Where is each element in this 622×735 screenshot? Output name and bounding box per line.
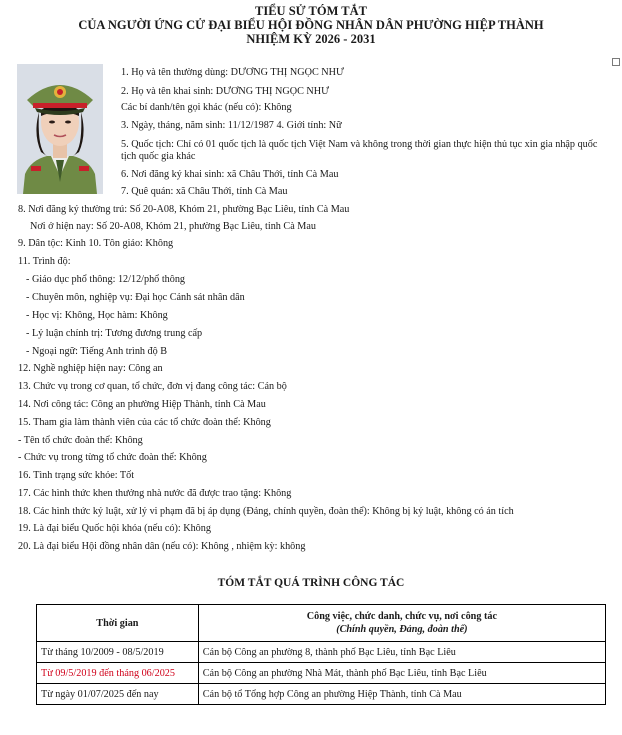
bio-organizations: 15. Tham gia làm thành viên của các tổ chức đoàn thể: Không <box>18 417 271 428</box>
portrait-photo <box>17 64 103 194</box>
column-header-job <box>198 605 605 642</box>
bio-organization-role: - Chức vụ trong từng tổ chức đoàn thể: Không <box>18 452 207 463</box>
bio-nationality: 5. Quốc tịch: Chỉ có 01 quốc tịch là quốc tịch Việt Nam và không trong thời gian thực hiện thủ tục xin gia nhập quốc tịch quốc gia khác <box>121 139 598 162</box>
bio-degree: - Học vị: Không, Học hàm: Không <box>26 310 168 321</box>
table-row <box>37 642 606 663</box>
bio-hometown: 7. Quê quán: xã Châu Thới, tỉnh Cà Mau <box>121 186 288 197</box>
bio-professional-training: - Chuyên môn, nghiệp vụ: Đại học Cảnh sát nhân dân <box>26 292 245 303</box>
row-time: Từ tháng 10/2009 - 08/5/2019 <box>37 642 199 663</box>
bio-awards: 17. Các hình thức khen thưởng nhà nước đã được trao tặng: Không <box>18 488 292 499</box>
column-header-job-label: Công việc, chức danh, chức vụ, nơi công tác <box>306 611 497 622</box>
table-row <box>37 684 606 705</box>
bio-discipline: 18. Các hình thức kỷ luật, xử lý vi phạm đã bị áp dụng (Đảng, chính quyền, đoàn thể): Không bị kỷ luật, không có án tích <box>18 506 514 517</box>
work-history-title: TÓM TẮT QUÁ TRÌNH CÔNG TÁC <box>217 577 405 589</box>
bio-peoples-council: 20. Là đại biểu Hội đồng nhân dân (nếu có): Không , nhiệm kỳ: không <box>18 541 306 552</box>
row-job: Cán bộ tổ Tổng hợp Công an phường Hiệp Thành, tỉnh Cà Mau <box>198 684 605 705</box>
bio-permanent-residence: 8. Nơi đăng ký thường trú: Số 20-A08, Khóm 21, phường Bạc Liêu, tỉnh Cà Mau <box>18 204 350 215</box>
bio-political-theory: - Lý luận chính trị: Tương đương trung cấp <box>26 328 203 339</box>
bio-aliases: Các bí danh/tên gọi khác (nếu có): Không <box>121 102 292 113</box>
column-header-time: Thời gian <box>37 605 199 642</box>
bio-position: 13. Chức vụ trong cơ quan, tổ chức, đơn vị đang công tác: Cán bộ <box>18 381 287 392</box>
row-time-highlighted: Từ 09/5/2019 đến tháng 06/2025 <box>37 663 199 684</box>
bio-current-residence: Nơi ở hiện nay: Số 20-A08, Khóm 21, phường Bạc Liêu, tỉnh Cà Mau <box>30 221 316 232</box>
row-job: Cán bộ Công an phường 8, thành phố Bạc Liêu, tỉnh Bạc Liêu <box>198 642 605 663</box>
bio-education-heading: 11. Trình độ: <box>18 256 71 267</box>
row-time: Từ ngày 01/07/2025 đến nay <box>37 684 199 705</box>
column-header-job-sub: (Chính quyền, Đảng, đoàn thể) <box>336 624 468 635</box>
bio-general-education: - Giáo dục phổ thông: 12/12/phổ thông <box>26 274 186 285</box>
bio-foreign-language: - Ngoại ngữ: Tiếng Anh trình độ B <box>26 346 168 357</box>
bio-occupation: 12. Nghề nghiệp hiện nay: Công an <box>18 363 163 374</box>
table-header-row <box>37 605 606 642</box>
row-job: Cán bộ Công an phường Nhà Mát, thành phố Bạc Liêu, tỉnh Bạc Liêu <box>198 663 605 684</box>
bio-organization-name: - Tên tổ chức đoàn thể: Không <box>18 435 143 446</box>
bio-workplace: 14. Nơi công tác: Công an phường Hiệp Thành, tỉnh Cà Mau <box>18 399 266 410</box>
table-row <box>37 663 606 684</box>
bio-birthdate-gender: 3. Ngày, tháng, năm sinh: 11/12/1987 4. Giới tính: Nữ <box>121 120 342 131</box>
bio-common-name: 1. Họ và tên thường dùng: DƯƠNG THỊ NGỌC NHƯ <box>121 67 344 78</box>
bio-birth-registration: 6. Nơi đăng ký khai sinh: xã Châu Thới, tỉnh Cà Mau <box>121 169 339 180</box>
term-title: NHIỆM KỲ 2026 - 2031 <box>246 32 376 46</box>
bio-health: 16. Tình trạng sức khỏe: Tốt <box>18 470 135 481</box>
portrait-illustration <box>17 64 103 194</box>
work-history-table <box>36 604 606 705</box>
bio-ethnicity-religion: 9. Dân tộc: Kinh 10. Tôn giáo: Không <box>18 238 174 249</box>
checkbox-marker <box>612 58 620 66</box>
bio-national-assembly: 19. Là đại biểu Quốc hội khóa (nếu có): Không <box>18 523 211 534</box>
bio-birth-name: 2. Họ và tên khai sinh: DƯƠNG THỊ NGỌC NHƯ <box>121 86 330 97</box>
document-subtitle: CỦA NGƯỜI ỨNG CỬ ĐẠI BIỂU HỘI ĐỒNG NHÂN DÂN PHƯỜNG HIỆP THÀNH <box>78 18 544 32</box>
document-title: TIỂU SỬ TÓM TẮT <box>255 4 367 18</box>
